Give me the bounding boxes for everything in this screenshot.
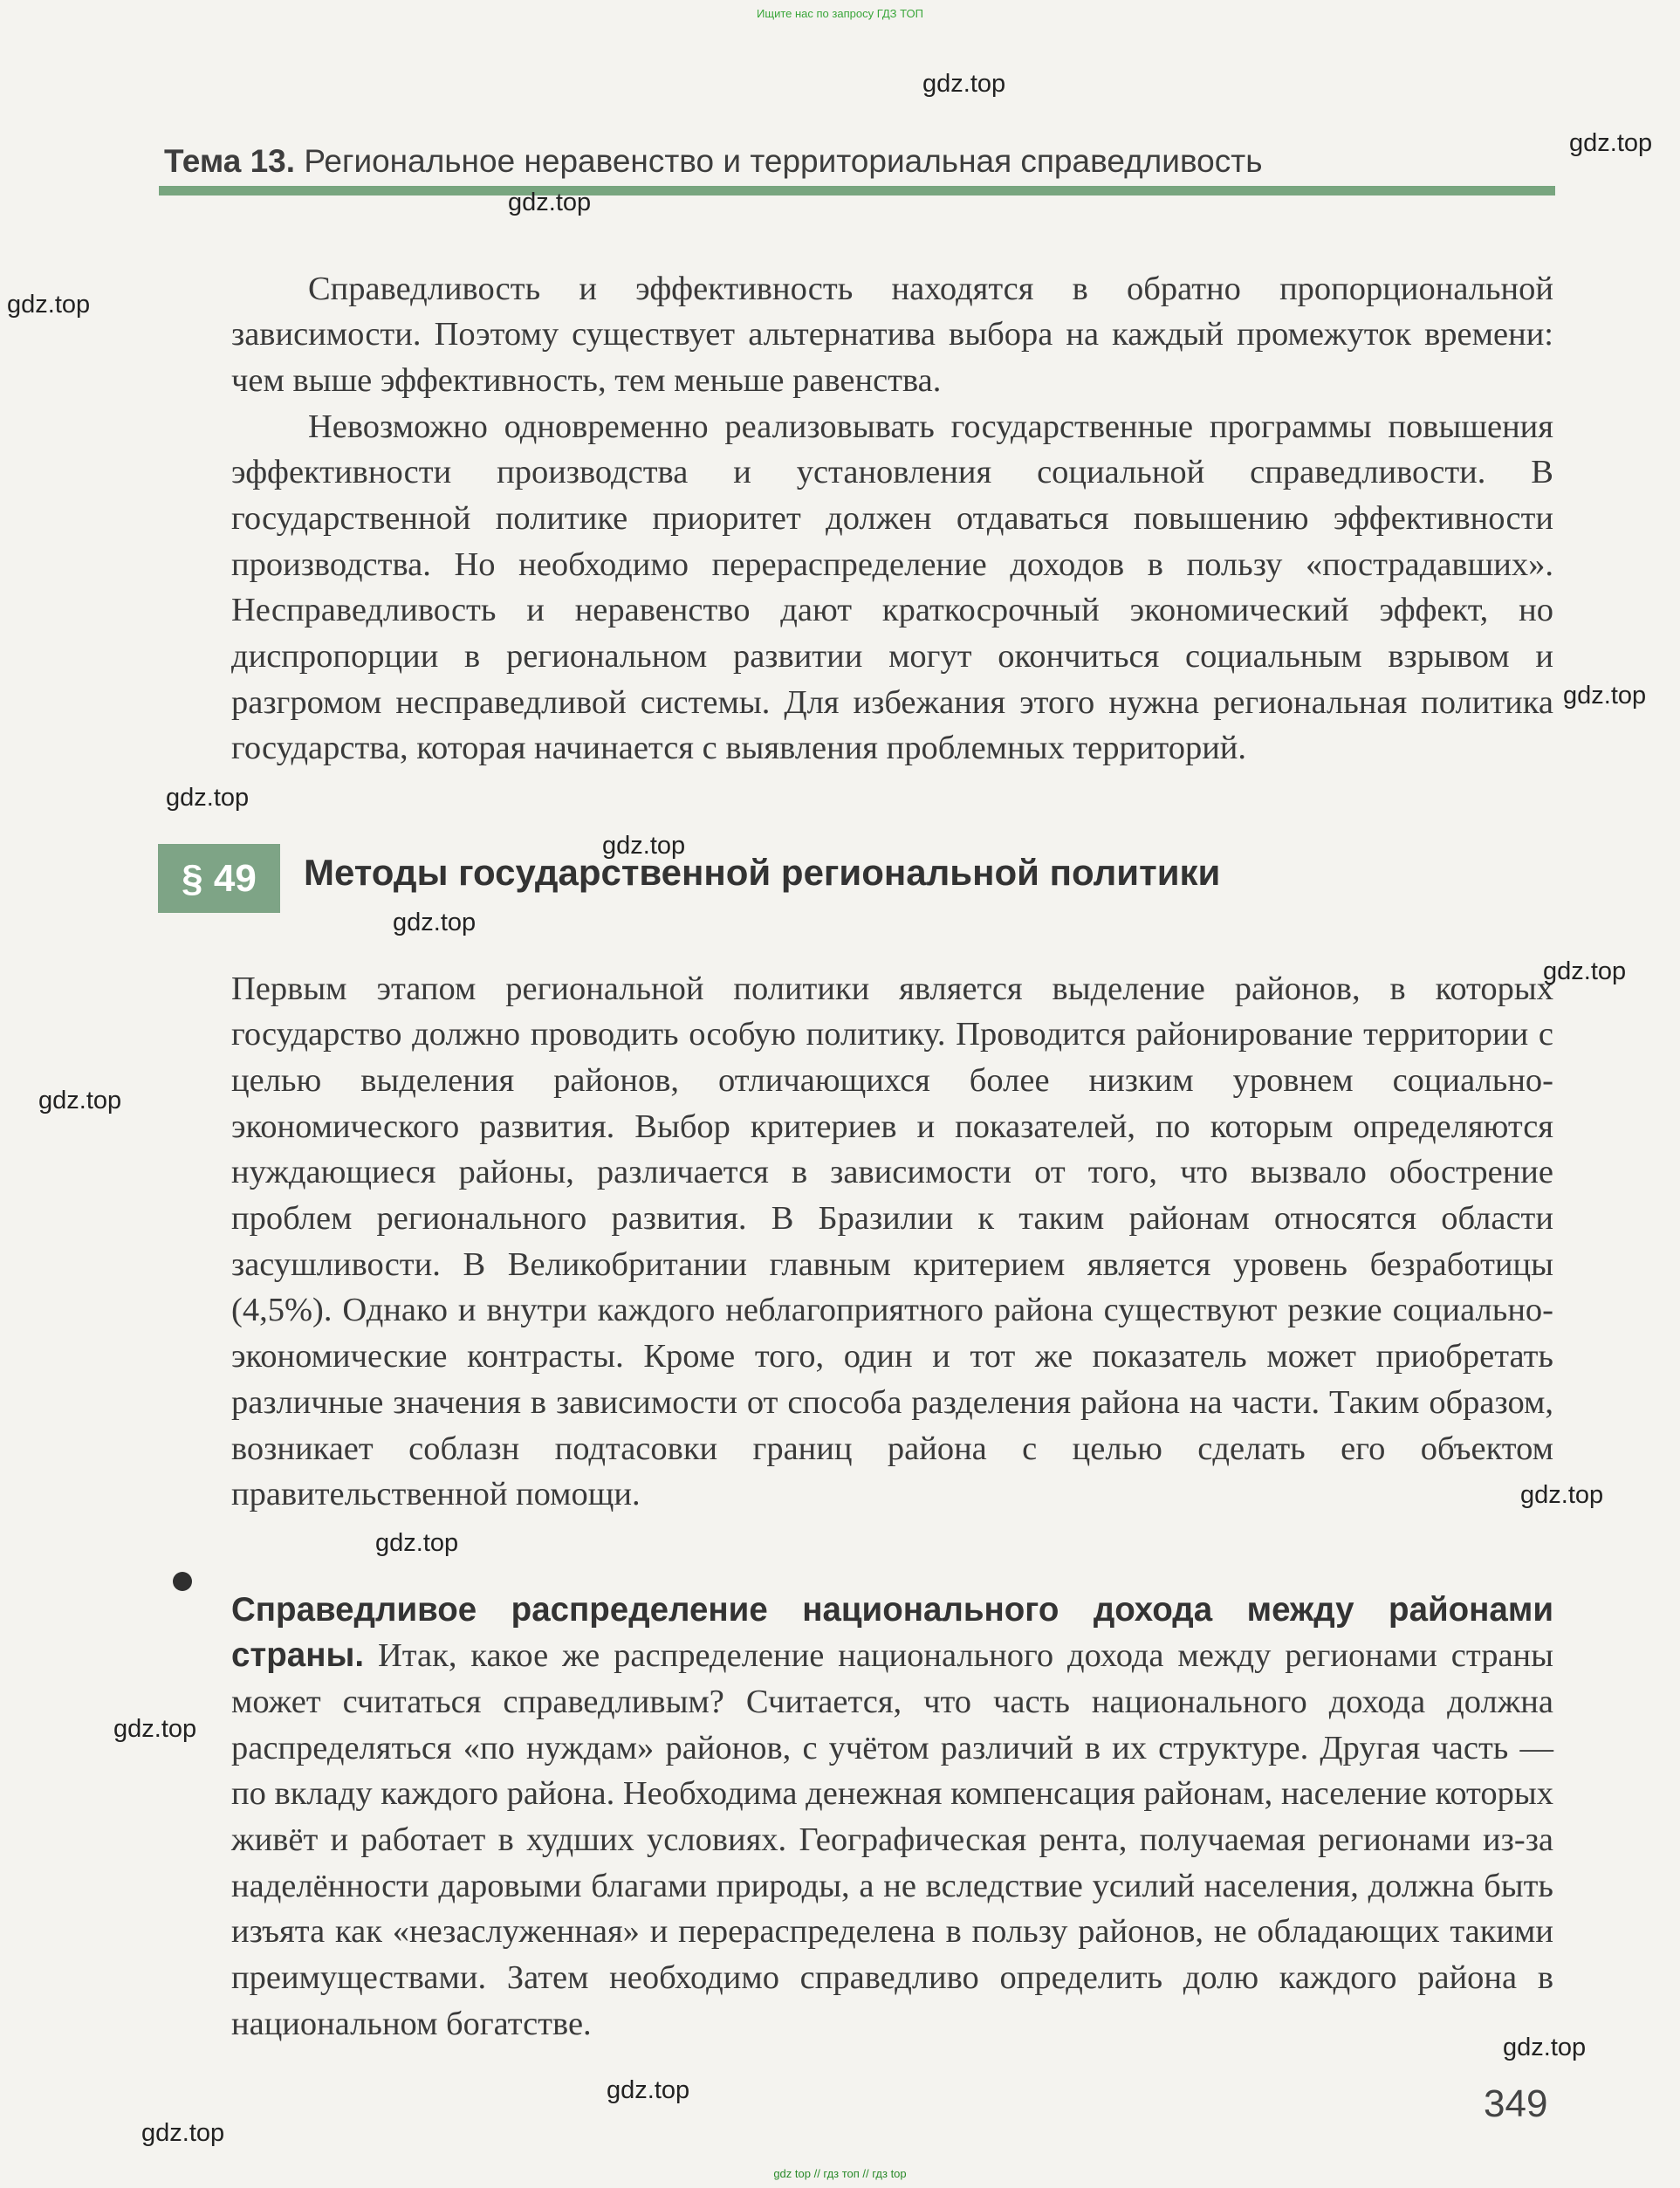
topic-header bbox=[164, 143, 1262, 180]
watermark-text: gdz.top bbox=[602, 832, 686, 860]
watermark-text: gdz.top bbox=[113, 1715, 197, 1743]
header-divider bbox=[159, 186, 1555, 195]
intro-paragraph-2: Невозможно одновременно реализовывать государственные программы повышения эффективности производства и установления социальной справедливости. В государственной политике приоритет должен отдаваться повышению эффективности производства. Но необходимо перераспределение доходов в пользу «пострадавших». Несправедливость и неравенство дают краткосрочный экономический эффект, но диспропорции в региональном развитии могут окончиться социальным взрывом и разгромом несправедливой системы. Для избежания этого нужна региональная политика государства, которая начинается с выявления проблемных территорий. bbox=[231, 408, 1553, 767]
bullet-paragraph bbox=[231, 1588, 1553, 2047]
watermark-text: gdz.top bbox=[508, 189, 592, 216]
watermark-text: gdz.top bbox=[607, 2076, 690, 2104]
bullet-lead: Справедливое распределение национального дохода между районами страны. bbox=[231, 1590, 1553, 1675]
watermark-text: gdz.top bbox=[141, 2119, 225, 2147]
section-paragraph: Первым этапом региональной политики является выделение районов, в которых государство должно проводить особую политику. Проводится районирование территории с целью выделения районов, отличающихся более низким уровнем социально-экономического развития. Выбор критериев и показателей, по которым определяются нуждающиеся районы, различается в зависимости от того, что вызвало обострение проблем регионального развития. В Бразилии к таким районам относятся области засушливости. В Великобритании главным критерием является уровень безработицы (4,5%). Однако и внутри каждого неблагоприятного района существуют резкие социально-экономические контрасты. Кроме того, один и тот же показатель может приобретать различные значения в зависимости от способа разделения района на части. Таким образом, возникает соблазн подтасовки границ района с целью сделать его объектом правительственной помощи. bbox=[231, 970, 1553, 1513]
watermark-text: gdz.top bbox=[393, 909, 477, 936]
topic-title: Региональное неравенство и территориальная справедливость bbox=[304, 143, 1263, 179]
watermark-text: gdz.top bbox=[1569, 129, 1653, 157]
watermark-text: gdz.top bbox=[1520, 1481, 1604, 1509]
section-number-badge: § 49 bbox=[158, 844, 280, 913]
watermark-text: gdz.top bbox=[7, 291, 91, 319]
watermark-text: gdz.top bbox=[38, 1087, 122, 1115]
bullet-icon bbox=[173, 1572, 192, 1591]
watermark-text: gdz.top bbox=[375, 1529, 459, 1557]
topic-label: Тема 13. bbox=[164, 143, 296, 179]
watermark-text: gdz.top bbox=[1563, 682, 1647, 710]
watermark-text: gdz.top bbox=[1503, 2034, 1587, 2061]
intro-paragraph-1: Справедливость и эффективность находятся в обратно пропорциональной зависимости. Поэтому существует альтернатива выбора на каждый промежуток времени: чем выше эффективность, тем меньше равенства. bbox=[231, 270, 1553, 399]
top-note: Ищите нас по запросу ГДЗ ТОП bbox=[757, 7, 923, 20]
watermark-text: gdz.top bbox=[166, 784, 250, 812]
page-number: 349 bbox=[1484, 2082, 1548, 2125]
watermark-text: gdz.top bbox=[1543, 957, 1627, 985]
section-title: Методы государственной региональной политики bbox=[304, 852, 1221, 893]
bottom-note: gdz top // гдз топ // гдз top bbox=[773, 2167, 907, 2180]
watermark-text: gdz.top bbox=[922, 70, 1006, 98]
bullet-text: Итак, какое же распределение национального дохода между регионами страны может считаться справедливым? Считается, что часть национального дохода должна распределяться «по нуждам» районов, с учётом различий в их структуре. Другая часть — по вкладу каждого района. Необходима денежная компенсация районам, население которых живёт и работает в худших условиях. Географическая рента, получаемая регионами из-за наделённости даровыми благами природы, а не вследствие усилий населения, должна быть изъята как «незаслуженная» и перераспределена в пользу районов, не обладающих такими преимуществами. Затем необходимо справедливо определить долю каждого района в национальном богатстве. bbox=[231, 1637, 1553, 2042]
